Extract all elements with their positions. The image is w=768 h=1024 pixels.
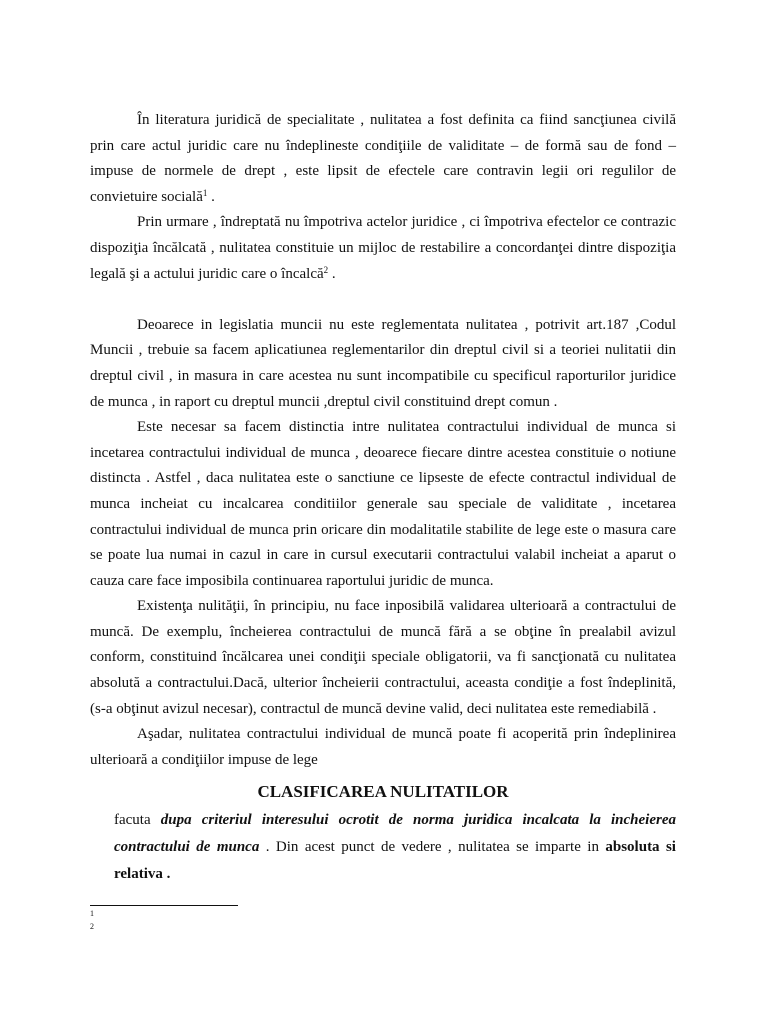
paragraph-clasificare: facuta dupa criteriul interesului ocrotit de norma juridica incalcata la incheierea contractului de munca . Din acest punct de vedere , nulitatea se imparte in absoluta si relativa .: [114, 812, 676, 883]
paragraph-asadar: Aşadar, nulitatea contractului individual de muncă poate fi acoperită prin îndeplinirea ulterioară a condiţiilor impuse de lege: [90, 726, 676, 768]
paragraph-distinctie: Este necesar sa facem distinctia intre nulitatea contractului individual de munca si incetarea contractului individual de munca , deoarece fiecare dintre acestea constituie o notiune distincta . Astfel , daca nulitatea este o sanctiune ce lipseste de efecte contractul individual de munca incheiat cu incalcarea conditiilor generale sau speciale de validitate , incetarea contractului individual de munca prin oricare din modalitatile stabilite de lege este o masura care se poate lua numai in cazul in care in cursul executarii contractului valabil incheiat a aparut o cauza care face imposibila continuarea raportului juridic de munca.: [90, 419, 676, 589]
paragraph-prin-urmare: Prin urmare , îndreptată nu împotriva actelor juridice , ci împotriva efectelor ce contrazic dispoziţia încălcată , nulitatea constituie un mijloc de restabilire a concordanţei dintre dispoziţia legală şi a actului juridic care o încalcă$^2$ .: [90, 214, 676, 282]
tipuri-nulitate: absoluta si relativa .: [114, 839, 676, 883]
footnote-1: 1: [90, 909, 94, 918]
section-heading: CLASIFICAREA NULITATILOR: [257, 782, 509, 802]
paragraph-definitie: În literatura juridică de specialitate , nulitatea a fost definita ca fiind sancţiunea civilă prin care actul juridic care nu îndeplineste condiţiile de validitate – de formă sau de fond – impuse de normele de drept , este lipsit de efectele care contravin legii ori regulilor de convietuire socială$^1$ .: [90, 112, 676, 205]
paragraph-existenta-nulitatii: Existenţa nulităţii, în principiu, nu face inposibilă validarea ulterioară a contractului de muncă. De exemplu, încheierea contractului de muncă fără a se obţine în prealabil avizul conform, constituind încălcarea unei condiţii speciale obligatorii, va fi sancţionată cu nulitatea absolută a contractului.Dacă, ulterior încheierii contractului, aceasta condiţie a fost îndeplinită, (s-a obţinut avizul necesar), contractul de muncă devine valid, deci nulitatea este remediabilă .: [90, 598, 676, 717]
body-text: [90, 108, 676, 888]
footnote-ref-1[interactable]: 1: [202, 187, 208, 198]
footnote-ref-2[interactable]: 2: [323, 264, 329, 275]
paragraph-legislatia-muncii: Deoarece in legislatia muncii nu este reglementata nulitatea , potrivit art.187 ,Codul Muncii , trebuie sa facem aplicatiunea reglementarilor din dreptul civil si a teoriei nulitatii din dreptul civil , in masura in care acestea nu sunt incompatibile cu specificul raporturilor juridice de munca , in raport cu dreptul muncii ,dreptul civil constituind drept comun .: [90, 316, 676, 410]
criteriu-text: dupa criteriul interesului ocrotit de norma juridica incalcata la incheierea contractului de munca: [114, 812, 676, 856]
footnote-separator: [90, 905, 238, 906]
footnote-2: 2: [90, 922, 94, 931]
